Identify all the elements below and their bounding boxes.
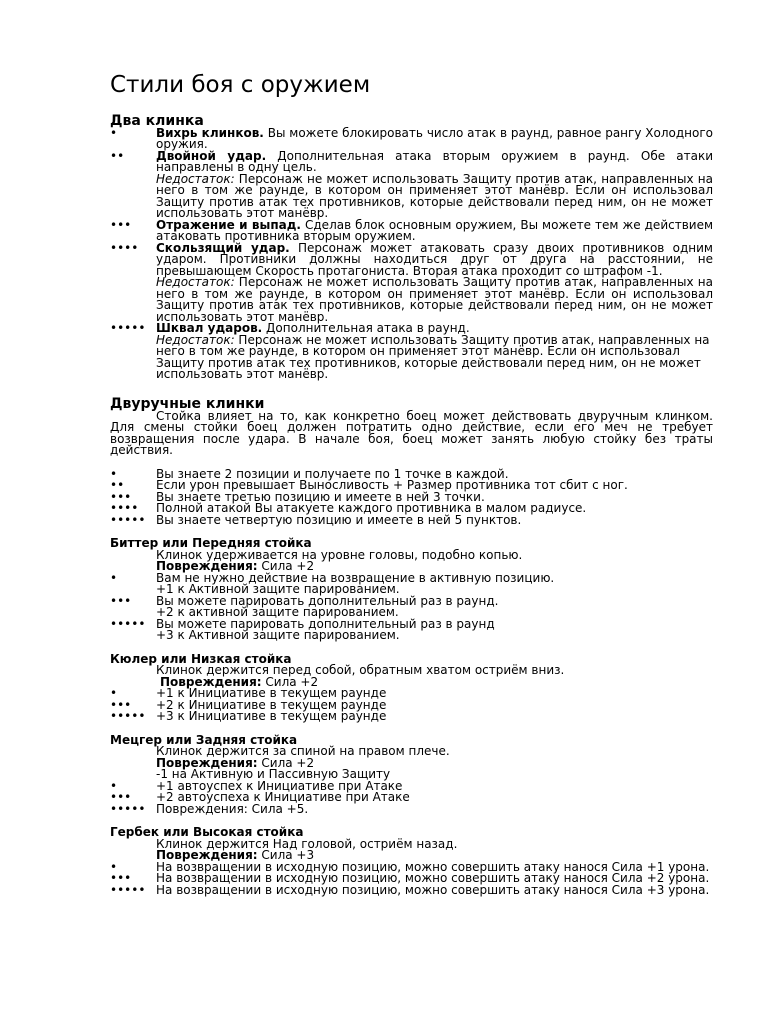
document-page — [110, 72, 713, 896]
item-text: +1 автоуспех к Инициативе при Атаке — [156, 778, 403, 793]
dot-rating: ••••• — [110, 882, 146, 897]
list-item — [110, 593, 713, 620]
item-text: Вы знаете 2 позиции и получаете по 1 точке в каждой. — [156, 466, 509, 481]
dot-rating: • — [110, 570, 118, 585]
stance-heading: Мецгер или Задняя стойка — [110, 732, 298, 747]
stance-heading: Кюлер или Низкая стойка — [110, 651, 292, 666]
list-item — [110, 882, 713, 897]
dot-rating: ••• — [110, 871, 132, 886]
dot-rating: ••••• — [110, 709, 146, 724]
section-heading-two-blades: Два клинка — [110, 112, 204, 129]
damage-label: Повреждения: — [156, 848, 258, 863]
dot-rating: ••••• — [110, 321, 146, 336]
item-text: На возвращении в исходную позицию, можно совершить атаку нанося Сила +1 урона. — [156, 859, 710, 874]
dot-rating: ••• — [110, 593, 132, 608]
item-extra: +1 к Активной защите парированием. — [156, 582, 400, 597]
item-text: +1 к Инициативе в текущем раунде — [156, 686, 387, 701]
dot-rating: •• — [110, 148, 125, 163]
dot-rating: ••• — [110, 697, 132, 712]
dot-rating: ••• — [110, 489, 132, 504]
flaw-text: Персонаж не может использовать Защиту против атак, направленных на него в том же раунде, в котором он применяет этот манёвр. Если он использовал Защиту против атак тех противников, которые действовали перед ним, он не может использовать этот манёвр. — [156, 171, 713, 221]
intro-paragraph: Стойка влияет на то, как конкретно боец может действовать двуручным клинком. Для смены стойки боец должен потратить одно действие, если его меч не требует возвращения после удара. В начале боя, боец может занять любую стойку без траты действия. — [110, 408, 713, 458]
damage-value: Сила +2 — [257, 755, 315, 770]
dot-rating: ••••• — [110, 801, 146, 816]
stance-description: Клинок удерживается на уровне головы, подобно копью. — [156, 547, 523, 562]
dot-rating: •••• — [110, 240, 139, 255]
list-item — [110, 711, 713, 723]
item-text: Вы можете парировать дополнительный раз в раунд. — [156, 593, 499, 608]
list-item — [110, 616, 713, 643]
maneuver-name: Скользящий удар. — [156, 240, 290, 255]
dot-rating: • — [110, 686, 118, 701]
damage-value: Сила +2 — [261, 674, 319, 689]
section-heading-two-handed: Двуручные клинки — [110, 395, 265, 412]
stance-heading: Биттер или Передняя стойка — [110, 536, 312, 551]
dot-rating: • — [110, 466, 118, 481]
maneuver-name: Отражение и выпад. — [156, 217, 301, 232]
stance-description: Клинок держится Над головой, остриём назад. — [156, 836, 458, 851]
damage-label: Повреждения: — [156, 755, 258, 770]
flaw-label: Недостаток: — [156, 171, 235, 186]
item-text: На возвращении в исходную позицию, можно совершить атаку нанося Сила +2 урона. — [156, 871, 710, 886]
stance-description: Клинок держится за спиной на правом плече. — [156, 744, 450, 759]
list-item — [110, 512, 713, 527]
maneuver-text: Вы можете блокировать число атак в раунд, равное рангу Холодного оружия. — [156, 125, 713, 152]
page-title: Стили боя с оружием — [110, 72, 371, 98]
stance-heading: Гербек или Высокая стойка — [110, 825, 304, 840]
dot-rating: ••••• — [110, 512, 146, 527]
dot-rating: • — [110, 125, 118, 140]
damage-label: Повреждения: — [160, 674, 262, 689]
damage-value: Сила +2 — [257, 559, 315, 574]
stance-description: Клинок держится перед собой, обратным хватом остриём вниз. — [156, 663, 565, 678]
dot-rating: •• — [110, 478, 125, 493]
flaw-label: Недостаток: — [156, 332, 235, 347]
maneuver-name: Шквал ударов. — [156, 321, 263, 336]
item-text: Вы знаете четвертую позицию и имеете в ней 5 пунктов. — [156, 512, 522, 527]
item-text: Повреждения: Сила +5. — [156, 801, 309, 816]
item-text: Если урон превышает Выносливость + Размер противника тот сбит с ног. — [156, 478, 628, 493]
list-item — [110, 125, 713, 152]
maneuver-text: Персонаж может атаковать сразу двоих противников одним ударом. Противники должны находиться друг от друга на расстоянии, не превышающем Скорость протагониста. Вторая атака проходит со штрафом -1. — [156, 240, 713, 278]
item-text: +3 к Инициативе в текущем раунде — [156, 709, 387, 724]
dot-rating: ••• — [110, 217, 132, 232]
item-text: Вам не нужно действие на возвращение в активную позицию. — [156, 570, 555, 585]
dot-rating: ••• — [110, 790, 132, 805]
maneuver-text: Дополнительная атака в раунд. — [262, 321, 470, 336]
item-text: На возвращении в исходную позицию, можно совершить атаку нанося Сила +3 урона. — [156, 882, 710, 897]
maneuver-text: Сделав блок основным оружием, Вы можете тем же действием атаковать противника вторым оружием. — [156, 217, 714, 244]
stance-extra: -1 на Активную и Пассивную Защиту — [156, 767, 391, 782]
item-text: Полной атакой Вы атакуете каждого противника в малом радиусе. — [156, 501, 587, 516]
item-text: Вы можете парировать дополнительный раз в раунд — [156, 616, 495, 631]
item-text: +2 к Инициативе в текущем раунде — [156, 697, 387, 712]
item-text: +2 автоуспеха к Инициативе при Атаке — [156, 790, 410, 805]
list-item — [110, 240, 713, 324]
item-text: Вы знаете третью позицию и имеете в ней 3 точки. — [156, 489, 485, 504]
damage-label: Повреждения: — [156, 559, 258, 574]
list-item — [110, 148, 713, 221]
list-item — [110, 323, 713, 381]
maneuver-text: Дополнительная атака вторым оружием в раунд. Обе атаки направлены в одну цель. — [156, 148, 713, 175]
maneuver-name: Вихрь клинков. — [156, 125, 264, 140]
dot-rating: •••• — [110, 501, 139, 516]
damage-value: Сила +3 — [257, 848, 315, 863]
list-item — [110, 801, 713, 816]
item-extra: +3 к Активной защите парированием. — [156, 628, 400, 643]
flaw-text: Персонаж не может использовать Защиту против атак, направленных на него в том же раунде, в котором он применяет этот манёвр. Если он использовал Защиту против атак тех противников, которые действовали перед ним, он не может использовать этот манёвр. — [156, 332, 710, 382]
list-item — [110, 217, 714, 244]
item-extra: +2 к активной защите парированием. — [156, 605, 399, 620]
maneuver-name: Двойной удар. — [156, 148, 267, 163]
dot-rating: • — [110, 778, 118, 793]
list-item — [110, 570, 713, 597]
flaw-label: Недостаток: — [156, 275, 235, 290]
dot-rating: ••••• — [110, 616, 146, 631]
dot-rating: • — [110, 859, 118, 874]
flaw-text: Персонаж не может использовать Защиту против атак, направленных на него в том же раунде, в котором он применяет этот манёвр. Если он использовал Защиту против атак тех противников, которые действовали перед ним, он не может использовать этот манёвр. — [156, 275, 713, 324]
